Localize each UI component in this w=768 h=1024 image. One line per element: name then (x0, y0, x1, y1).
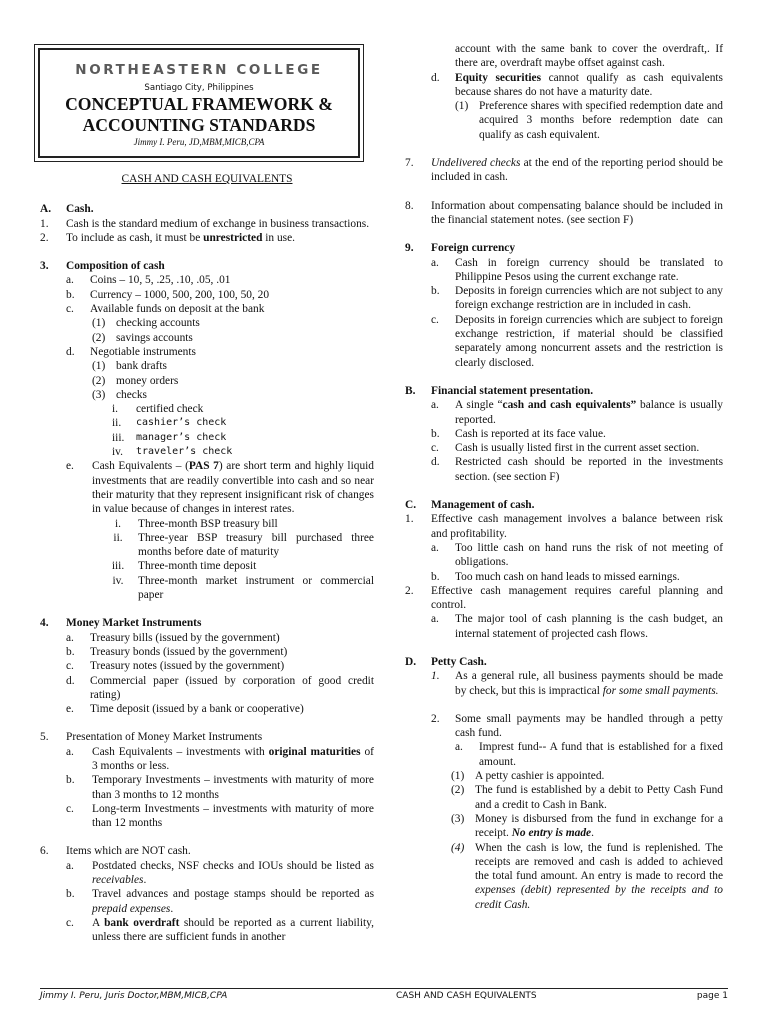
list-item (40, 517, 374, 531)
heading-presentation: 5. Presentation of Money Market Instruments (40, 731, 263, 744)
list-item (405, 256, 723, 285)
right-column (405, 42, 723, 912)
item-d2: 2. Some small payments may be handled through a petty cash fund. (431, 712, 723, 740)
item-a1: 1. Cash is the standard medium of exchange in business transactions. (40, 217, 370, 230)
header-box (34, 44, 364, 162)
list-item-text: Currency – 1000, 500, 200, 100, 50, 20 (90, 288, 270, 301)
list-item-number: i. (114, 517, 121, 530)
list-item-number: (1) (92, 360, 106, 373)
list-item (40, 445, 374, 459)
list-item-number: c. (431, 442, 439, 455)
item-5b: b. Temporary Investments – investments with maturity of more than 3 months to 12 months (66, 774, 374, 801)
list-item-number: (2) (92, 331, 106, 344)
list-item (40, 531, 374, 560)
list-item (40, 559, 374, 573)
list-item (40, 402, 374, 416)
item-c2: 2. Effective cash management requires careful planning and control. (405, 584, 723, 612)
list-item-text: Treasury bills (issued by the government) (90, 631, 280, 644)
list-item-number: d. (66, 345, 75, 358)
list-item (405, 427, 723, 441)
section-title: CASH AND CASH EQUIVALENTS (121, 173, 293, 185)
foreign-currency-list (405, 256, 723, 370)
list-item-number: b. (66, 288, 75, 301)
list-item-number: a. (431, 256, 439, 269)
list-item (40, 702, 374, 716)
list-item-text: Negotiable instruments (90, 345, 196, 358)
list-item-text: Three-month market instrument or commercial paper (138, 574, 374, 602)
list-item-number: b. (431, 570, 440, 583)
college-name: NORTHEASTERN COLLEGE (75, 62, 323, 78)
list-item (40, 316, 374, 330)
doc-title-line1: CONCEPTUAL FRAMEWORK & (65, 94, 333, 114)
list-item-text: bank drafts (116, 360, 167, 373)
list-item (405, 441, 723, 455)
list-item (40, 659, 374, 673)
list-item-number: c. (431, 313, 439, 326)
footer-title: CASH AND CASH EQUIVALENTS (396, 991, 537, 1001)
list-item-number: iv. (112, 574, 124, 587)
item-6a: a. Postdated checks, NSF checks and IOUs should be listed as receivables. (66, 859, 374, 887)
money-market-list (40, 631, 374, 717)
author-credit: Jimmy I. Peru, JD,MBM,MICB,CPA (133, 137, 265, 147)
cash-management-list (405, 541, 723, 584)
item-equity-securities: d. Equity securities cannot qualify as cash equivalents because shares do not have a maturity date. (431, 71, 723, 98)
list-item-number: iv. (112, 446, 123, 459)
item-6c: c. A bank overdraft should be reported as a current liability, unless there are sufficient funds in another (66, 916, 374, 944)
college-city: Santiago City, Philippines (144, 83, 254, 93)
list-item (40, 331, 374, 345)
list-item-number: ii. (112, 417, 122, 430)
list-item (40, 302, 374, 316)
cash-equivalents-list (40, 517, 374, 603)
list-item-number: d. (66, 674, 75, 687)
list-item-number: ii. (113, 531, 123, 544)
list-item-number: c. (66, 303, 74, 316)
item-5a: a. Cash Equivalents – investments with original maturities of 3 months or less. (66, 745, 374, 772)
overdraft-continuation: account with the same bank to cover the overdraft,. If there are, overdraft maybe offset against cash. (455, 43, 723, 70)
list-item-number: c. (66, 660, 74, 673)
list-item (40, 674, 374, 703)
list-item-text: Time deposit (issued by a bank or cooperative) (90, 703, 304, 716)
list-item (405, 284, 723, 313)
footer-author: Jimmy I. Peru, Juris Doctor,MBM,MICB,CPA (40, 991, 228, 1001)
presentation-list (405, 427, 723, 484)
heading-money-market: 4. Money Market Instruments (40, 617, 202, 630)
list-item-number: (2) (92, 374, 106, 387)
list-item-text: certified check (136, 403, 204, 416)
list-item (40, 359, 374, 373)
list-item-text: traveler’s check (136, 446, 233, 458)
footer-page-number: page 1 (696, 991, 728, 1001)
list-item-number: (2) (451, 784, 465, 797)
list-item-text: checks (116, 388, 147, 401)
list-item-text: Cash in foreign currency should be translated to Philippine Pesos using the current exchange rate. (455, 256, 723, 283)
list-item-text: cashier’s check (136, 417, 227, 429)
list-item-number: a. (66, 631, 74, 644)
list-item-text: Deposits in foreign currencies which are subject to foreign exchange restriction, if material should be classified separately among noncurrent assets and the restriction is clearly disclosed. (455, 313, 723, 369)
list-item-text: Available funds on deposit at the bank (90, 303, 265, 316)
list-item (405, 455, 723, 484)
list-item-text: Restricted cash should be reported in the investments section. (see section F) (455, 456, 723, 483)
list-item-number: iii. (112, 431, 125, 444)
list-item-text: Three-year BSP treasury bill purchased three months before date of maturity (138, 531, 374, 559)
list-item-text: savings accounts (116, 331, 193, 344)
item-d2-4: (4) When the cash is low, the fund is replenished. The receipts are removed and cash is added to achieved the total fund amount. An entry is made to record the expenses (debit) represented by the receipts and to credit Cash. (451, 841, 723, 911)
petty-cash-list (405, 769, 723, 812)
heading-d: D. Petty Cash. (405, 655, 487, 668)
heading-not-cash: 6. Items which are NOT cash. (40, 845, 191, 858)
list-item (405, 541, 723, 570)
list-item-number: d. (431, 456, 440, 469)
list-item-number: a. (431, 541, 439, 554)
list-item-text: Treasury bonds (issued by the government) (90, 645, 288, 658)
item-c2a: a. The major tool of cash planning is the cash budget, an internal statement of projected cash flows. (431, 613, 723, 640)
list-item-text: Too much cash on hand leads to missed earnings. (455, 570, 680, 583)
list-item-number: i. (112, 403, 119, 416)
item-d2-3: (3) Money is disbursed from the fund in exchange for a receipt. No entry is made. (451, 812, 723, 840)
left-column (40, 160, 374, 945)
list-item-number: iii. (111, 560, 125, 573)
item-a2: 2. To include as cash, it must be unrestricted in use. (40, 231, 295, 244)
item-d1: 1. As a general rule, all business payments should be made by check, but this is impractical for some small payments. (431, 670, 723, 697)
item-ba: a. A single “cash and cash equivalents” balance is usually reported. (431, 399, 724, 426)
item-8: 8. Information about compensating balance should be included in the financial statement notes. (see section F) (405, 199, 723, 226)
page-footer (40, 988, 728, 1002)
list-item-number: a. (66, 274, 74, 287)
list-item (40, 574, 374, 603)
list-item-text: A petty cashier is appointed. (475, 770, 605, 783)
composition-list (40, 273, 374, 459)
list-item (405, 570, 723, 584)
list-item (40, 273, 374, 287)
list-item-text: Coins – 10, 5, .25, .10, .05, .01 (90, 274, 231, 287)
list-item-text: checking accounts (116, 317, 200, 330)
item-c1: 1. Effective cash management involves a balance between risk and profitability. (405, 513, 723, 540)
list-item-number: b. (431, 285, 440, 298)
item-5c: c. Long-term Investments – investments with maturity of more than 12 months (66, 802, 374, 830)
list-item (405, 313, 723, 370)
list-item-text: manager’s check (136, 431, 227, 443)
list-item-number: (1) (451, 770, 465, 783)
item-cash-equivalents: e. Cash Equivalents – (PAS 7) are short term and highly liquid investments that are readily convertible into cash and so near their maturity that they represent insignificant risk of changes in value because of changes in interest rates. (66, 460, 375, 516)
item-6b: b. Travel advances and postage stamps should be reported as prepaid expenses. (66, 888, 374, 915)
list-item-number: (3) (92, 388, 106, 401)
list-item-text: Three-month time deposit (138, 560, 257, 573)
list-item-text: Three-month BSP treasury bill (138, 517, 278, 530)
list-item (405, 769, 723, 783)
doc-title-line2: ACCOUNTING STANDARDS (82, 115, 316, 135)
list-item-text: Commercial paper (issued by corporation of good credit rating) (90, 674, 374, 701)
item-d2a: a. Imprest fund-- A fund that is established for a fixed amount. (455, 741, 723, 768)
list-item-text: Too little cash on hand runs the risk of not meeting of obligations. (455, 541, 723, 569)
list-item (40, 374, 374, 388)
list-item (40, 388, 374, 402)
list-item-text: Cash is reported at its face value. (455, 427, 606, 440)
list-item (405, 783, 723, 812)
list-item (40, 645, 374, 659)
heading-c: C. Management of cash. (405, 499, 535, 512)
item-7: 7. Undelivered checks at the end of the reporting period should be included in cash. (405, 157, 723, 184)
list-item-text: Treasury notes (issued by the government) (90, 660, 285, 673)
list-item (40, 288, 374, 302)
list-item-text: The fund is established by a debit to Petty Cash Fund and a credit to Cash in Bank. (475, 784, 723, 811)
list-item (40, 431, 374, 445)
list-item (40, 416, 374, 430)
list-item-text: Deposits in foreign currencies which are not subject to any foreign exchange restriction are in included in cash. (455, 285, 723, 312)
list-item-text: Cash is usually listed first in the current asset section. (455, 442, 700, 455)
list-item-text: money orders (116, 374, 179, 387)
list-item-number: (1) (92, 317, 106, 330)
heading-foreign-currency: 9. Foreign currency (405, 242, 516, 255)
list-item-number: b. (431, 427, 440, 440)
item-preference-shares: (1) Preference shares with specified redemption date and acquired 3 months before redemption date can qualify as cash equivalent. (455, 100, 723, 141)
heading-b: B. Financial statement presentation. (405, 384, 594, 397)
list-item (40, 631, 374, 645)
list-item (40, 345, 374, 359)
list-item-number: b. (66, 645, 75, 658)
header-inner (38, 48, 360, 158)
heading-a: A. Cash. (40, 203, 94, 216)
list-item-number: e. (66, 703, 74, 716)
heading-composition: 3. Composition of cash (40, 260, 165, 273)
